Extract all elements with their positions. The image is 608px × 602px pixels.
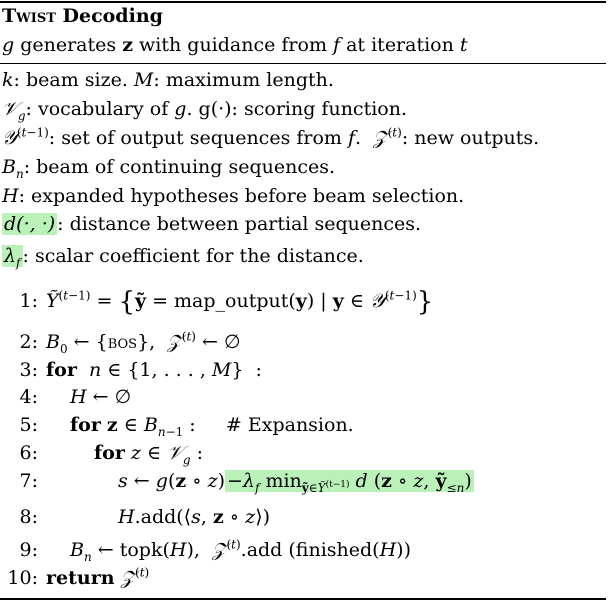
algo-line-2: 2: $B_0$ ← {bos}, 𝒵$^{(t)}$ ← ∅ bbox=[19, 329, 241, 356]
algo-line-1: 1: Ỹ$^{(t-1)}$ = {ỹ = map_output(y) | y ∈ 𝒴$^{(t-1)}$} bbox=[19, 287, 434, 317]
def-lambda: $\lambda_f$ : scalar coefficient for the distance. bbox=[4, 245, 364, 270]
def-beam-size: k: beam size. M: maximum length. bbox=[2, 69, 334, 91]
def-beam: $B_n$: beam of continuing sequences. bbox=[2, 156, 336, 181]
title-decoding: Decoding bbox=[55, 5, 163, 27]
def-vocabulary: 𝒱$_g$: vocabulary of g. g(·): scoring function. bbox=[2, 98, 408, 123]
bottom-rule bbox=[0, 598, 606, 600]
distance-term-highlight: $-\lambda_f$ $\min_{ỹ\in Ỹ^{(t-1)}} d$ (z ∘ z, ỹ$_{\le n}$) bbox=[227, 470, 472, 495]
algo-line-3: 3: for n ∈ {1, . . . , M} : bbox=[19, 359, 262, 381]
lambda-highlight: $\lambda_f$ bbox=[4, 245, 21, 270]
top-rule bbox=[0, 1, 606, 3]
title-twist: Twist bbox=[2, 5, 56, 27]
distance-highlight: d(·, ·) bbox=[4, 213, 56, 235]
algo-line-6: 6: for z ∈ 𝒱$_g$ : bbox=[19, 442, 204, 467]
algo-line-7: 7: s ← g(z ∘ $z) -\lambda_f$ $\min_{ỹ\in Ỹ^{(t-1)}} d$ (z ∘ z, ỹ$_{\le n}$) bbox=[19, 470, 472, 495]
algo-line-5: 5: for z ∈ $B_{n-1}$ : # Expansion. bbox=[19, 414, 354, 439]
mid-rule bbox=[0, 63, 606, 64]
def-output-sequences: 𝒴$^{(t-1)}$: set of output sequences from f. 𝒵$^{(t)}$: new outputs. bbox=[2, 125, 540, 149]
def-hypotheses: H: expanded hypotheses before beam selection. bbox=[2, 185, 465, 207]
algo-line-9: 9: $B_n$ ← topk(H), 𝒵$^{(t)}$.add (finished(H)) bbox=[19, 537, 411, 564]
algo-line-4: 4: H ← ∅ bbox=[19, 386, 132, 408]
algorithm-title bbox=[2, 4, 163, 28]
algo-line-8: 8: H.add(⟨s, z ∘ z⟩) bbox=[19, 506, 271, 528]
algo-line-10: 10: return 𝒵$^{(t)}$ bbox=[7, 565, 150, 589]
def-distance: d(·, ·) : distance between partial sequences. bbox=[4, 213, 422, 235]
expansion-comment: # Expansion. bbox=[225, 414, 354, 436]
algorithm-subtitle: g generates z with guidance from f at iteration t bbox=[2, 34, 468, 56]
